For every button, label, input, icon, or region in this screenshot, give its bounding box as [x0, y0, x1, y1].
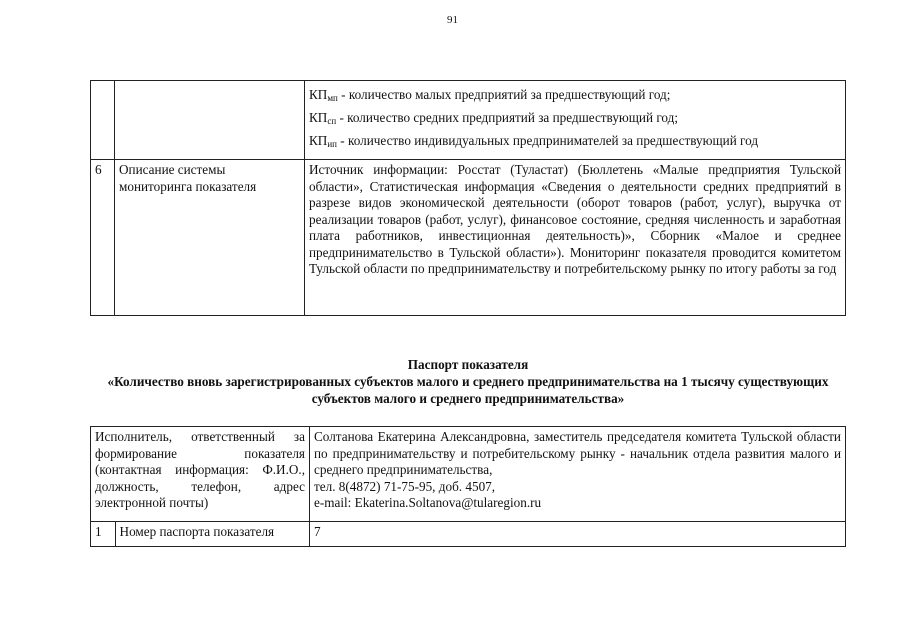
- kp-definitions-cell: [305, 81, 846, 160]
- executor-main: Солтанова Екатерина Александровна, заместитель председателя комитета Тульской области по предпринимательству и потребительскому рынку - начальник отдела развития малого и среднего предпринимательства,: [314, 429, 841, 477]
- kp-abbr: КП: [309, 87, 328, 102]
- page-number: 91: [447, 14, 458, 26]
- table-row: [91, 522, 846, 547]
- kp-text: - количество малых предприятий за предшествующий год;: [337, 87, 671, 102]
- kp-sub: мп: [327, 93, 338, 103]
- passport-number-value: 7: [310, 522, 846, 547]
- kp-text: - количество индивидуальных предпринимателей за предшествующий год: [336, 133, 759, 148]
- table-row: [91, 427, 846, 522]
- kp-text: - количество средних предприятий за предшествующий год;: [336, 110, 679, 125]
- passport-table: [90, 426, 846, 547]
- executor-label: Исполнитель, ответственный за формирование показателя (контактная информация: Ф.И.О., должность, телефон, адрес электронной почты): [91, 427, 310, 522]
- row-number: 6: [91, 160, 115, 316]
- passport-subtitle: «Количество вновь зарегистрированных субъектов малого и среднего предпринимательства на 1 тысячу существующих субъектов малого и среднего предпринимательства»: [107, 374, 829, 406]
- kp-sub: сп: [327, 116, 337, 126]
- row-name: Номер паспорта показателя: [115, 522, 309, 547]
- passport-heading: [90, 356, 846, 407]
- kp-abbr: КП: [309, 133, 328, 148]
- table-row: [91, 81, 846, 160]
- executor-phone: тел. 8(4872) 71-75-95, доб. 4507,: [314, 478, 496, 494]
- executor-value: [310, 427, 846, 522]
- row-name: Описание системы мониторинга показателя: [115, 160, 305, 316]
- passport-title: Паспорт показателя: [407, 357, 529, 372]
- monitoring-description: Источник информации: Росстат (Туластат) (Бюллетень «Малые предприятия Тульской области», Статистическая информация «Сведения о деятельности средних предприятий в разрезе видов экономической деятельности (оборот товаров (работ, услуг), выручка от реализации товаров (работ, услуг), финансовое состояние, средняя численность и заработная плата работников, инвестиционная деятельность)», Сборник «Малое и среднее предпринимательство в Тульской области»). Мониторинг показателя проводится комитетом Тульской области по предпринимательству и потребительскому рынку по итогу работы за год: [305, 160, 846, 316]
- row-number: 1: [91, 522, 116, 547]
- indicator-table-top: [90, 80, 846, 316]
- kp-abbr: КП: [309, 110, 328, 125]
- kp-ip-line: [309, 131, 841, 154]
- empty-name-cell: [115, 81, 305, 160]
- empty-num-cell: [91, 81, 115, 160]
- kp-sub: ип: [327, 139, 337, 149]
- executor-email: e-mail: Ekaterina.Soltanova@tularegion.ru: [314, 495, 542, 510]
- kp-sp-line: [309, 108, 841, 131]
- table-row: [91, 160, 846, 316]
- kp-mp-line: [309, 85, 841, 108]
